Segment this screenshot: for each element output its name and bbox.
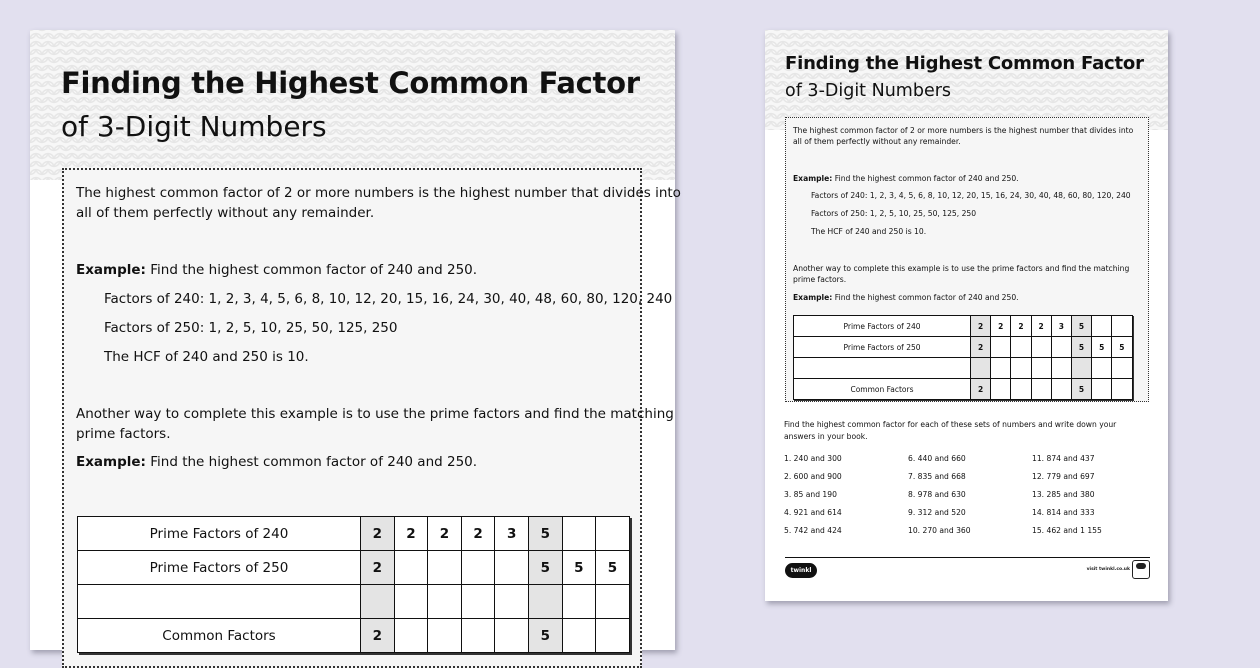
instructions-line-1: Find the highest common factor for each of these sets of numbers and write down your — [784, 420, 1117, 429]
table-row — [78, 585, 630, 619]
table-cell — [596, 619, 630, 653]
instructions — [784, 419, 1116, 443]
table-cell: 5 — [1071, 316, 1091, 337]
table-cell — [428, 551, 462, 585]
row-label: Common Factors — [78, 619, 361, 653]
table-cell: 2 — [971, 337, 991, 358]
factors-250: Factors of 250: 1, 2, 5, 10, 25, 50, 125, 250 — [104, 320, 398, 336]
example2-heading — [76, 452, 477, 472]
worksheet-subtitle: of 3-Digit Numbers — [785, 81, 952, 101]
question-item: 13. 285 and 380 — [1032, 490, 1095, 499]
table-cell — [1011, 358, 1031, 379]
question-item: 14. 814 and 333 — [1032, 508, 1095, 517]
question-item: 7. 835 and 668 — [908, 472, 966, 481]
table-cell — [1092, 316, 1112, 337]
table-cell — [394, 585, 428, 619]
worksheet-preview-large — [30, 30, 681, 650]
example-heading — [76, 260, 477, 280]
definition-line-1: The highest common factor of 2 or more numbers is the highest number that divides into — [793, 126, 1134, 135]
example2-heading — [793, 292, 1019, 303]
table-cell: 2 — [1011, 316, 1031, 337]
example-label: Example: — [76, 262, 146, 278]
table-cell — [495, 551, 529, 585]
table-row — [78, 517, 630, 551]
footer-url: visit twinkl.co.uk — [1086, 567, 1130, 572]
table-cell: 5 — [528, 619, 562, 653]
table-cell — [495, 585, 529, 619]
table-cell — [1011, 379, 1031, 400]
table-cell — [461, 551, 495, 585]
question-item: 10. 270 and 360 — [908, 526, 971, 535]
example-text: Find the highest common factor of 240 and 250. — [145, 262, 478, 278]
row-label: Prime Factors of 250 — [78, 551, 361, 585]
question-item: 4. 921 and 614 — [784, 508, 842, 517]
question-item: 5. 742 and 424 — [784, 526, 842, 535]
table-cell — [1112, 379, 1132, 400]
another-way-line-1: Another way to complete this example is to use the prime factors and find the matching — [793, 264, 1130, 273]
table-cell — [1031, 379, 1051, 400]
table-cell: 2 — [991, 316, 1011, 337]
hcf-statement: The HCF of 240 and 250 is 10. — [104, 349, 309, 365]
table-cell — [428, 619, 462, 653]
table-cell — [1092, 379, 1112, 400]
row-label — [794, 358, 971, 379]
table-cell: 5 — [1092, 337, 1112, 358]
another-way-line-1: Another way to complete this example is to use the prime factors and find the matching — [76, 406, 674, 422]
table-row — [78, 619, 630, 653]
table-cell — [1011, 337, 1031, 358]
table-cell — [461, 585, 495, 619]
question-item: 1. 240 and 300 — [784, 454, 842, 463]
question-item: 8. 978 and 630 — [908, 490, 966, 499]
table-cell — [1031, 358, 1051, 379]
wavy-header-pattern — [30, 30, 675, 180]
table-row — [794, 316, 1133, 337]
table-cell: 3 — [1051, 316, 1071, 337]
explanation-box — [785, 117, 1149, 402]
table-cell: 2 — [1031, 316, 1051, 337]
table-cell — [1112, 316, 1132, 337]
definition-line-2: all of them perfectly without any remainder. — [793, 137, 961, 146]
prime-factors-table — [77, 516, 630, 653]
table-cell: 5 — [562, 551, 596, 585]
table-cell — [562, 517, 596, 551]
question-item: 3. 85 and 190 — [784, 490, 837, 499]
table-cell: 2 — [361, 517, 395, 551]
row-label: Common Factors — [794, 379, 971, 400]
question-item: 9. 312 and 520 — [908, 508, 966, 517]
table-cell — [495, 619, 529, 653]
example-heading — [793, 173, 1019, 184]
factors-240: Factors of 240: 1, 2, 3, 4, 5, 6, 8, 10, 12, 20, 15, 16, 24, 30, 40, 48, 60, 80, 120, 240 — [811, 191, 1131, 200]
row-label — [78, 585, 361, 619]
table-cell: 5 — [1071, 337, 1091, 358]
table-cell — [1051, 379, 1071, 400]
table-cell — [394, 551, 428, 585]
example2-label: Example: — [76, 454, 146, 470]
table-cell: 2 — [361, 551, 395, 585]
table-cell — [394, 619, 428, 653]
twinkl-logo-icon: twinkl — [785, 563, 817, 578]
table-cell: 5 — [1112, 337, 1132, 358]
table-cell — [1051, 358, 1071, 379]
table-cell: 2 — [971, 379, 991, 400]
table-cell — [1112, 358, 1132, 379]
row-label: Prime Factors of 240 — [78, 517, 361, 551]
factors-250: Factors of 250: 1, 2, 5, 10, 25, 50, 125, 250 — [811, 209, 977, 218]
table-cell: 3 — [495, 517, 529, 551]
table-cell — [596, 585, 630, 619]
explanation-box — [62, 168, 681, 668]
question-item: 12. 779 and 697 — [1032, 472, 1095, 481]
factors-240: Factors of 240: 1, 2, 3, 4, 5, 6, 8, 10, 12, 20, 15, 16, 24, 30, 40, 48, 60, 80, 120, 240 — [104, 291, 673, 307]
table-row — [78, 551, 630, 585]
worksheet-title: Finding the Highest Common Factor — [785, 53, 1144, 74]
table-cell — [991, 358, 1011, 379]
example-text: Find the highest common factor of 240 and 250. — [832, 174, 1019, 183]
table-cell — [596, 517, 630, 551]
another-way-line-2: prime factors. — [76, 426, 171, 442]
table-cell: 5 — [1071, 379, 1091, 400]
table-cell — [528, 585, 562, 619]
table-row — [794, 358, 1133, 379]
example2-label: Example: — [793, 293, 833, 302]
footer-divider — [785, 557, 1150, 558]
table-cell — [971, 358, 991, 379]
worksheet-preview-full — [765, 30, 1168, 601]
question-item: 11. 874 and 437 — [1032, 454, 1095, 463]
definition-line-1: The highest common factor of 2 or more numbers is the highest number that divides into — [76, 185, 681, 201]
question-item: 15. 462 and 1 155 — [1032, 526, 1102, 535]
row-label: Prime Factors of 250 — [794, 337, 971, 358]
table-cell — [428, 585, 462, 619]
table-cell — [461, 619, 495, 653]
quality-badge-icon — [1132, 560, 1150, 579]
table-cell: 2 — [428, 517, 462, 551]
instructions-line-2: answers in your book. — [784, 432, 868, 441]
hcf-statement: The HCF of 240 and 250 is 10. — [811, 227, 927, 236]
table-row — [794, 337, 1133, 358]
table-cell — [562, 619, 596, 653]
example-label: Example: — [793, 174, 833, 183]
table-cell — [1092, 358, 1112, 379]
table-cell — [1051, 337, 1071, 358]
example2-text: Find the highest common factor of 240 and 250. — [832, 293, 1019, 302]
question-item: 2. 600 and 900 — [784, 472, 842, 481]
table-cell — [991, 379, 1011, 400]
table-cell — [361, 585, 395, 619]
table-cell — [991, 337, 1011, 358]
table-cell: 2 — [394, 517, 428, 551]
wavy-header-pattern — [765, 30, 1168, 130]
row-label: Prime Factors of 240 — [794, 316, 971, 337]
table-cell — [1071, 358, 1091, 379]
table-cell: 2 — [361, 619, 395, 653]
worksheet-title: Finding the Highest Common Factor — [61, 66, 640, 100]
worksheet-subtitle: of 3-Digit Numbers — [61, 110, 327, 143]
example2-text: Find the highest common factor of 240 and 250. — [145, 454, 478, 470]
another-way-line-2: prime factors. — [793, 275, 847, 284]
table-cell — [1031, 337, 1051, 358]
prime-factors-table — [793, 315, 1133, 400]
table-cell: 2 — [971, 316, 991, 337]
table-cell: 2 — [461, 517, 495, 551]
definition-line-2: all of them perfectly without any remainder. — [76, 205, 375, 221]
table-row — [794, 379, 1133, 400]
table-cell: 5 — [528, 551, 562, 585]
question-item: 6. 440 and 660 — [908, 454, 966, 463]
table-cell: 5 — [528, 517, 562, 551]
table-cell — [562, 585, 596, 619]
table-cell: 5 — [596, 551, 630, 585]
